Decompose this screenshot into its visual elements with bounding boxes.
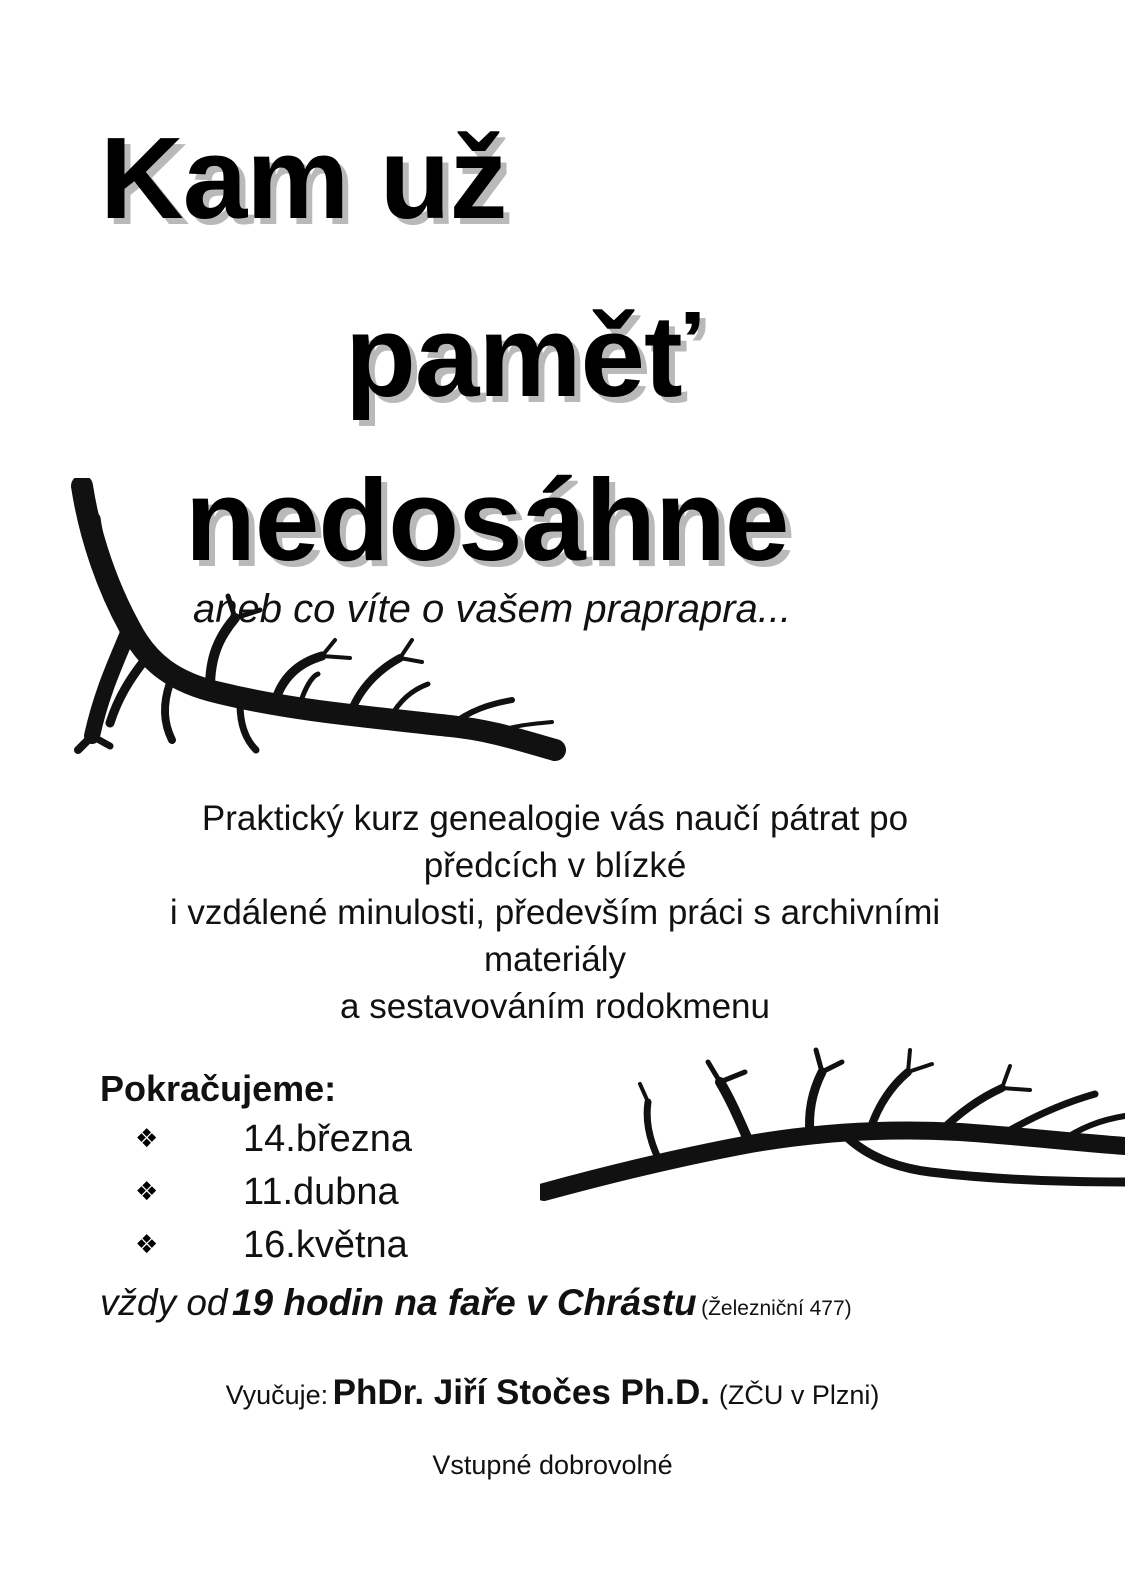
- subtitle: aneb co víte o vašem praprapra...: [193, 587, 792, 631]
- teacher-label: Vyučuje:: [225, 1380, 329, 1410]
- teacher-line: [0, 1373, 1105, 1413]
- continuing-label: Pokračujeme:: [100, 1068, 337, 1109]
- entry-fee-note: Vstupné dobrovolné: [432, 1450, 673, 1480]
- title-line-2: paměť: [345, 291, 699, 421]
- description-line: a sestavováním rodokmenu: [340, 987, 770, 1026]
- date-list: [135, 1118, 535, 1277]
- date-text: 16.května: [243, 1224, 408, 1266]
- description-line: i vzdálené minulosti, především práci s archivními: [169, 893, 941, 932]
- description-line: Praktický kurz genealogie vás naučí pátrat po: [201, 799, 909, 838]
- teacher-name: PhDr. Jiří Stočes Ph.D.: [332, 1373, 710, 1412]
- title-line-1: Kam už: [100, 113, 507, 243]
- date-text: 11.dubna: [243, 1171, 399, 1213]
- tree-branch-right-icon: [540, 1032, 1125, 1212]
- date-item: [135, 1171, 535, 1224]
- date-item: [135, 1224, 535, 1277]
- schedule-line: [100, 1282, 852, 1324]
- teacher-institution: (ZČU v Plzni): [718, 1380, 880, 1410]
- description-line: předcích v blízké: [423, 846, 687, 885]
- diamond-bullet-icon: ❖: [135, 1230, 159, 1260]
- diamond-bullet-icon: ❖: [135, 1177, 159, 1207]
- schedule-prefix: vždy od: [100, 1282, 228, 1323]
- title-line-3: nedosáhne: [185, 455, 789, 585]
- schedule-address: (Železniční 477): [701, 1297, 852, 1320]
- schedule-highlight: 19 hodin na faře v Chrástu: [231, 1282, 697, 1323]
- description-line: materiály: [484, 940, 626, 979]
- date-text: 14.března: [243, 1118, 413, 1160]
- date-item: [135, 1118, 535, 1171]
- course-description: [80, 795, 1030, 1030]
- diamond-bullet-icon: ❖: [135, 1124, 159, 1154]
